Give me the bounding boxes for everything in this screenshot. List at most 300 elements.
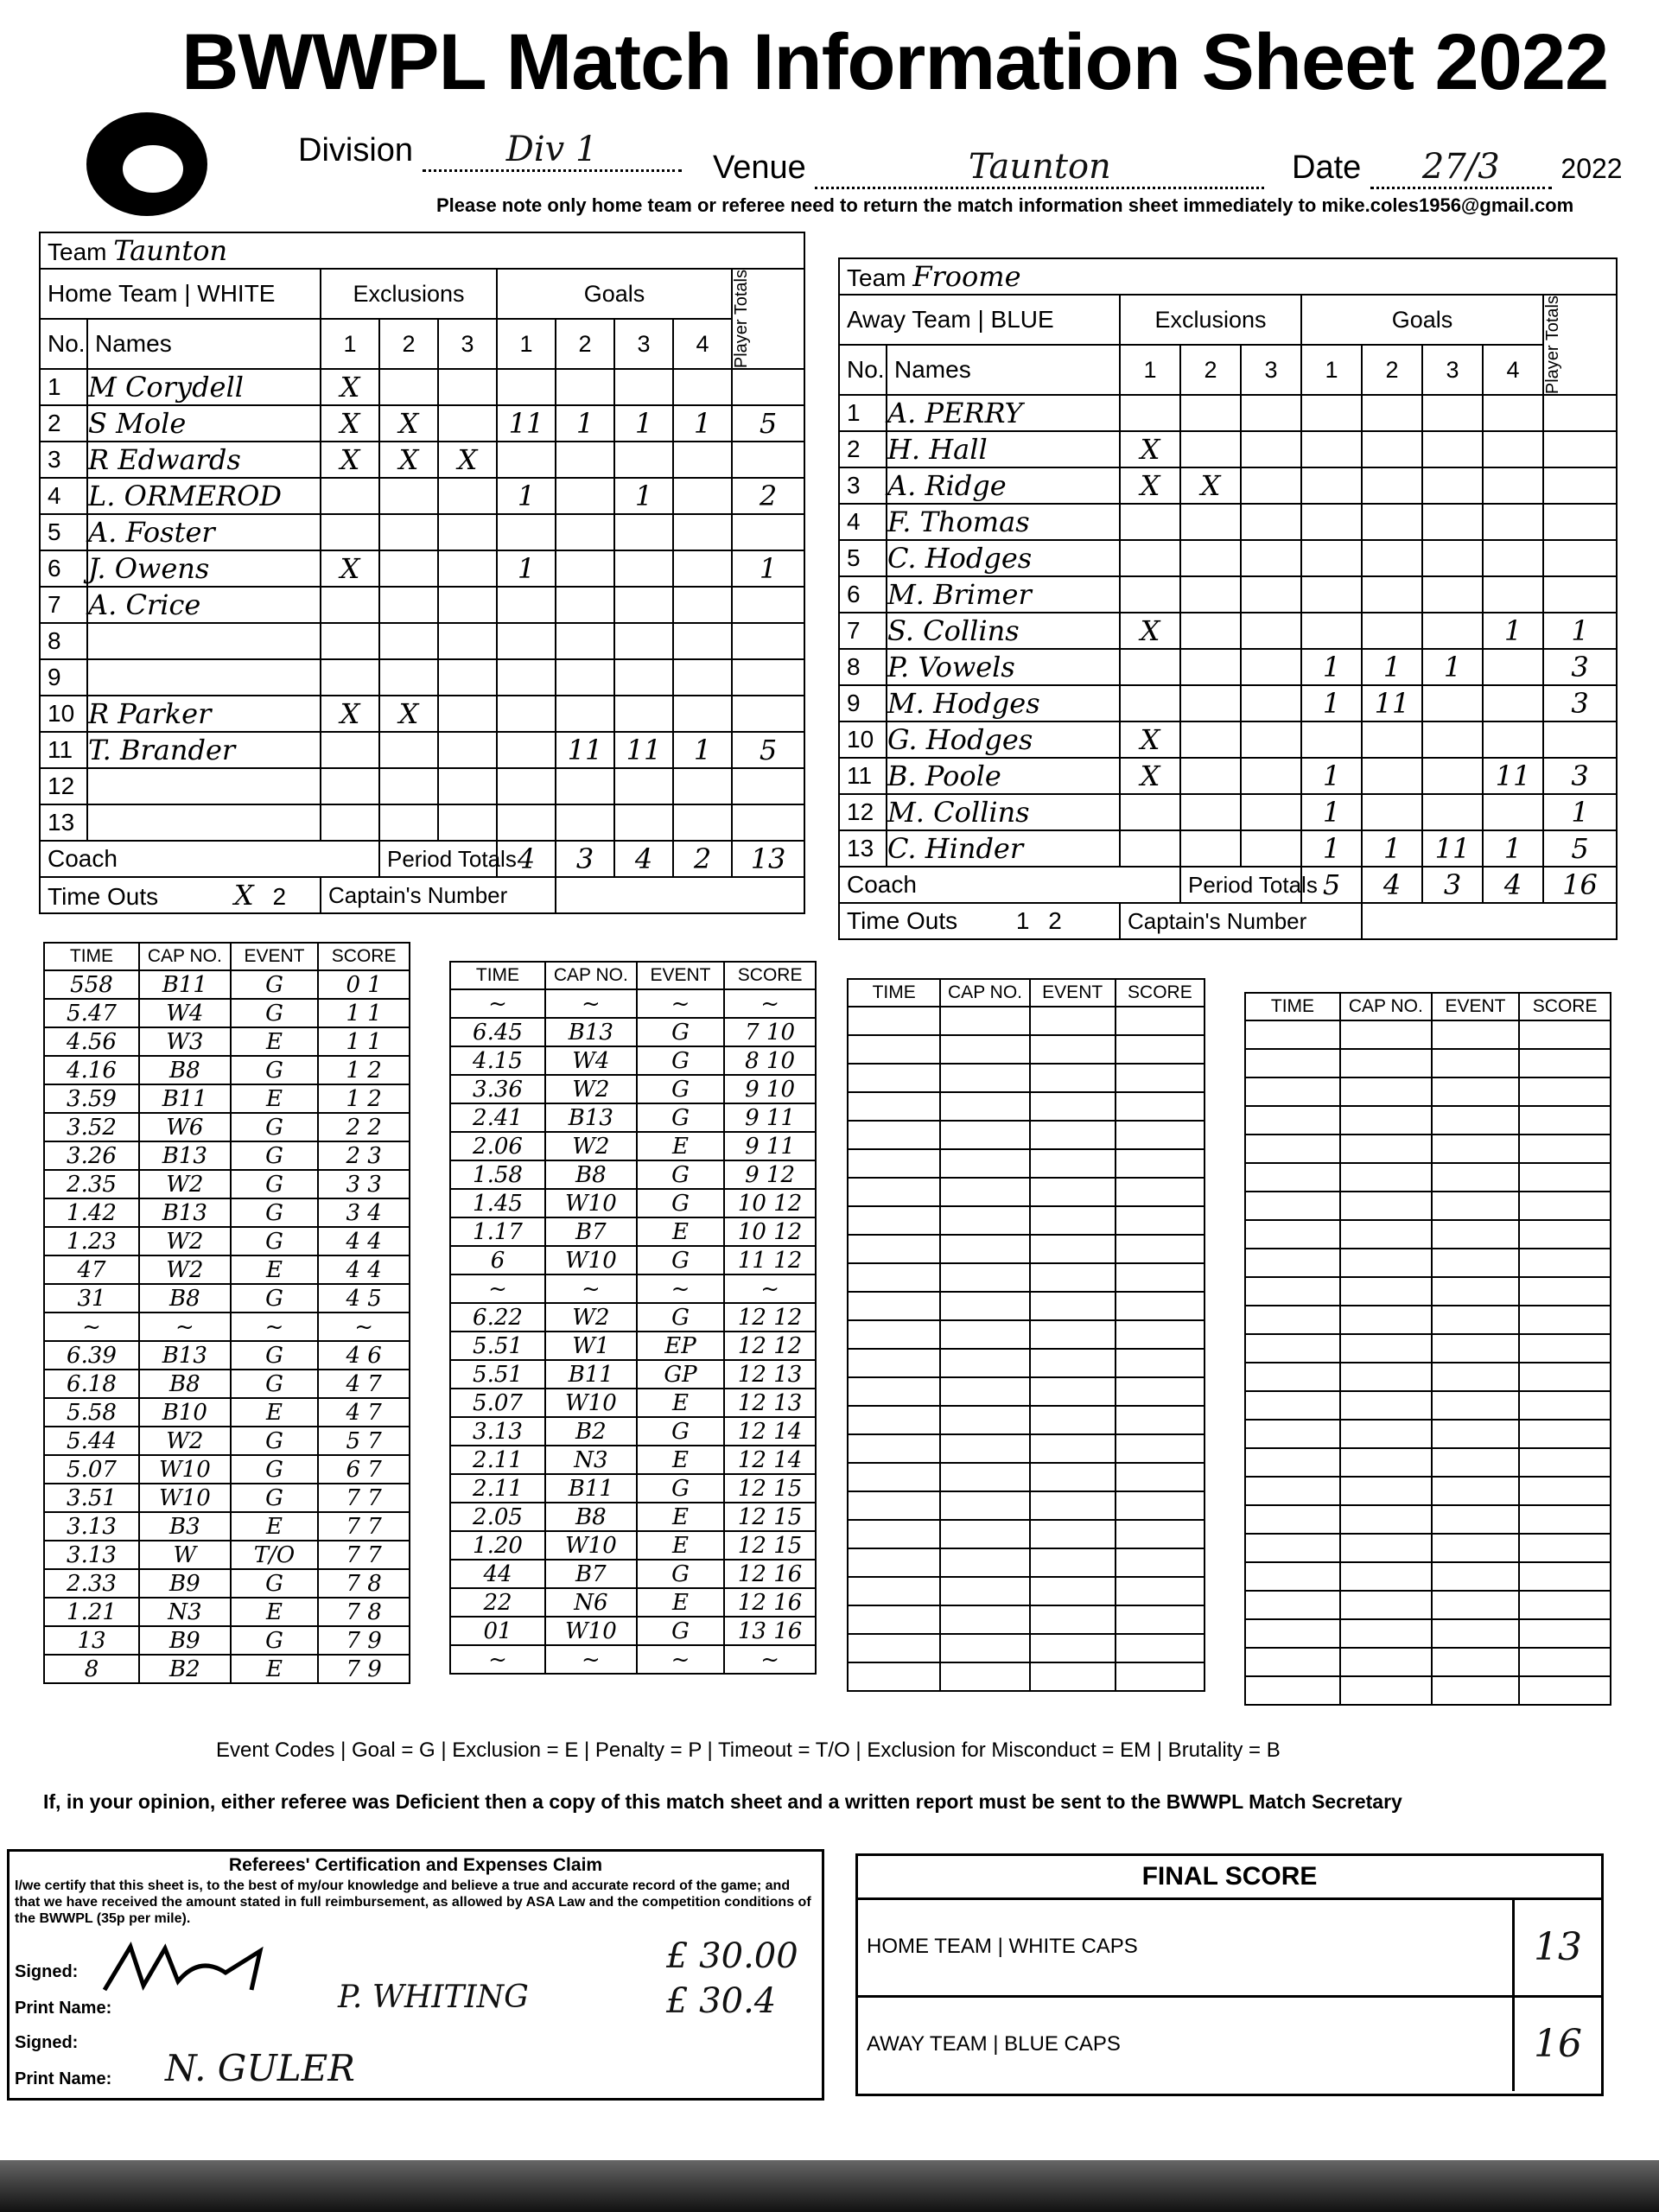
away-exclusion-cell[interactable]	[1180, 721, 1241, 758]
event-log-4-cell[interactable]	[1340, 1220, 1432, 1249]
home-goal-cell[interactable]	[673, 442, 732, 478]
event-log-1-cell[interactable]: B8	[139, 1284, 231, 1313]
event-log-2-cell[interactable]: 7 10	[724, 1018, 816, 1046]
away-exclusion-cell[interactable]	[1241, 685, 1301, 721]
event-log-2-cell[interactable]: ~	[450, 1274, 545, 1303]
event-log-3-cell[interactable]	[1030, 1577, 1116, 1605]
event-log-1-cell[interactable]: W2	[139, 1170, 231, 1198]
away-exclusion-cell[interactable]	[1120, 576, 1180, 613]
away-player-name[interactable]: F. Thomas	[887, 504, 1120, 540]
division-value[interactable]: Div 1	[423, 130, 682, 172]
away-exclusion-cell[interactable]	[1180, 830, 1241, 867]
event-log-2-cell[interactable]: W10	[545, 1389, 637, 1417]
event-log-1-cell[interactable]: 2 3	[318, 1141, 410, 1170]
home-exclusion-cell[interactable]	[379, 478, 438, 514]
home-goal-cell[interactable]	[614, 550, 673, 587]
event-log-4-cell[interactable]	[1340, 1477, 1432, 1505]
home-goal-cell[interactable]	[556, 623, 614, 659]
event-log-3-cell[interactable]	[940, 1007, 1029, 1035]
event-log-3-cell[interactable]	[1116, 1235, 1205, 1263]
event-log-4-cell[interactable]	[1245, 1420, 1340, 1448]
event-log-1-cell[interactable]: E	[231, 1027, 319, 1056]
home-goal-cell[interactable]	[497, 659, 556, 696]
away-exclusion-cell[interactable]	[1180, 540, 1241, 576]
home-goal-cell[interactable]	[497, 804, 556, 841]
home-goal-cell[interactable]	[673, 768, 732, 804]
event-log-1-cell[interactable]: ~	[139, 1313, 231, 1341]
home-goal-cell[interactable]	[614, 696, 673, 732]
event-log-1-cell[interactable]: 4.16	[44, 1056, 139, 1084]
event-log-1-cell[interactable]: G	[231, 1455, 319, 1484]
event-log-1-cell[interactable]: 5.07	[44, 1455, 139, 1484]
away-player-total[interactable]	[1543, 431, 1617, 467]
event-log-3-cell[interactable]	[1030, 1434, 1116, 1463]
home-exclusion-cell[interactable]: X	[321, 550, 379, 587]
print-name-2[interactable]: N. GULER	[165, 2047, 355, 2089]
event-log-2-cell[interactable]: ~	[724, 989, 816, 1018]
away-exclusion-cell[interactable]	[1241, 794, 1301, 830]
home-goal-cell[interactable]	[673, 514, 732, 550]
event-log-3-cell[interactable]	[848, 1007, 940, 1035]
away-player-name[interactable]: G. Hodges	[887, 721, 1120, 758]
away-exclusion-cell[interactable]	[1241, 758, 1301, 794]
away-goal-cell[interactable]	[1483, 431, 1543, 467]
event-log-4-cell[interactable]	[1519, 1448, 1611, 1477]
event-log-2-cell[interactable]: 2.11	[450, 1474, 545, 1503]
away-exclusion-cell[interactable]	[1180, 395, 1241, 431]
away-player-total[interactable]: 3	[1543, 685, 1617, 721]
away-goal-cell[interactable]	[1422, 504, 1483, 540]
home-goal-cell[interactable]	[673, 804, 732, 841]
event-log-2-cell[interactable]: 12 15	[724, 1503, 816, 1531]
away-goal-cell[interactable]	[1362, 758, 1422, 794]
away-exclusion-cell[interactable]	[1180, 504, 1241, 540]
away-goal-cell[interactable]	[1301, 721, 1362, 758]
event-log-3-cell[interactable]	[848, 1548, 940, 1577]
event-log-3-cell[interactable]	[848, 1235, 940, 1263]
event-log-2-cell[interactable]: W2	[545, 1303, 637, 1332]
away-goal-cell[interactable]: 1	[1301, 649, 1362, 685]
home-exclusion-cell[interactable]	[438, 696, 497, 732]
event-log-1-cell[interactable]: 8	[44, 1655, 139, 1683]
home-exclusion-cell[interactable]	[438, 659, 497, 696]
away-exclusion-cell[interactable]	[1180, 576, 1241, 613]
home-goal-cell[interactable]	[673, 478, 732, 514]
event-log-2-cell[interactable]: 13 16	[724, 1617, 816, 1645]
home-exclusion-cell[interactable]: X	[321, 369, 379, 405]
event-log-1-cell[interactable]: G	[231, 1056, 319, 1084]
home-player-name[interactable]: L. ORMEROD	[87, 478, 321, 514]
away-exclusion-cell[interactable]	[1241, 613, 1301, 649]
home-goal-cell[interactable]	[614, 623, 673, 659]
home-player-total[interactable]	[732, 804, 804, 841]
event-log-2-cell[interactable]: 1.45	[450, 1189, 545, 1217]
home-exclusion-cell[interactable]	[379, 623, 438, 659]
event-log-3-cell[interactable]	[940, 1206, 1029, 1235]
event-log-1-cell[interactable]: W10	[139, 1484, 231, 1512]
event-log-3-cell[interactable]	[848, 1349, 940, 1377]
event-log-1-cell[interactable]: E	[231, 1655, 319, 1683]
away-exclusion-cell[interactable]	[1180, 649, 1241, 685]
away-final-score[interactable]: 16	[1512, 1998, 1601, 2091]
home-goal-cell[interactable]	[556, 369, 614, 405]
event-log-3-cell[interactable]	[1030, 1662, 1116, 1691]
event-log-4-cell[interactable]	[1340, 1077, 1432, 1106]
event-log-3-cell[interactable]	[1116, 1121, 1205, 1149]
event-log-2-cell[interactable]: G	[637, 1075, 725, 1103]
home-exclusion-cell[interactable]	[438, 732, 497, 768]
event-log-3-cell[interactable]	[848, 1320, 940, 1349]
event-log-1-cell[interactable]: B13	[139, 1198, 231, 1227]
event-log-1-cell[interactable]: 3.13	[44, 1512, 139, 1541]
away-exclusion-cell[interactable]: X	[1120, 721, 1180, 758]
away-goal-cell[interactable]	[1422, 685, 1483, 721]
event-log-1-cell[interactable]: G	[231, 1484, 319, 1512]
event-log-4-cell[interactable]	[1432, 1591, 1520, 1619]
expense-amount-1[interactable]: £ 30.00	[666, 1936, 798, 1976]
event-log-4-cell[interactable]	[1340, 1277, 1432, 1306]
event-log-4-cell[interactable]	[1340, 1020, 1432, 1049]
away-goal-cell[interactable]	[1483, 504, 1543, 540]
event-log-1-cell[interactable]: 3.51	[44, 1484, 139, 1512]
away-goal-cell[interactable]	[1362, 794, 1422, 830]
event-log-3-cell[interactable]	[940, 1406, 1029, 1434]
event-log-2-cell[interactable]: W10	[545, 1246, 637, 1274]
home-goal-cell[interactable]	[614, 369, 673, 405]
event-log-1-cell[interactable]: 2 2	[318, 1113, 410, 1141]
event-log-1-cell[interactable]: B3	[139, 1512, 231, 1541]
event-log-3-cell[interactable]	[1030, 1605, 1116, 1634]
event-log-1-cell[interactable]: E	[231, 1255, 319, 1284]
home-goal-cell[interactable]	[556, 587, 614, 623]
event-log-1-cell[interactable]: W2	[139, 1227, 231, 1255]
event-log-3-cell[interactable]	[848, 1064, 940, 1092]
event-log-1-cell[interactable]: B9	[139, 1626, 231, 1655]
event-log-1-cell[interactable]: 7 8	[318, 1569, 410, 1598]
event-log-2-cell[interactable]: 5.51	[450, 1360, 545, 1389]
home-goal-cell[interactable]: 1	[614, 405, 673, 442]
event-log-3-cell[interactable]	[848, 1292, 940, 1320]
event-log-3-cell[interactable]	[1116, 1092, 1205, 1121]
away-player-total[interactable]	[1543, 504, 1617, 540]
away-player-total[interactable]: 3	[1543, 758, 1617, 794]
event-log-1-cell[interactable]: G	[231, 1227, 319, 1255]
event-log-1-cell[interactable]: 3.26	[44, 1141, 139, 1170]
away-player-name[interactable]: B. Poole	[887, 758, 1120, 794]
event-log-1-cell[interactable]: 13	[44, 1626, 139, 1655]
away-player-name[interactable]: C. Hinder	[887, 830, 1120, 867]
away-goal-cell[interactable]	[1301, 467, 1362, 504]
event-log-2-cell[interactable]: ~	[724, 1645, 816, 1674]
event-log-2-cell[interactable]: N3	[545, 1446, 637, 1474]
event-log-4-cell[interactable]	[1519, 1334, 1611, 1363]
away-goal-cell[interactable]	[1422, 431, 1483, 467]
event-log-2-cell[interactable]: W10	[545, 1531, 637, 1560]
event-log-2-cell[interactable]: B2	[545, 1417, 637, 1446]
event-log-4-cell[interactable]	[1245, 1277, 1340, 1306]
event-log-3-cell[interactable]	[940, 1548, 1029, 1577]
event-log-3-cell[interactable]	[1030, 1092, 1116, 1121]
event-log-3-cell[interactable]	[940, 1263, 1029, 1292]
event-log-2-cell[interactable]: G	[637, 1046, 725, 1075]
event-log-4-cell[interactable]	[1519, 1648, 1611, 1676]
event-log-2-cell[interactable]: B7	[545, 1217, 637, 1246]
event-log-1-cell[interactable]: 3 3	[318, 1170, 410, 1198]
away-goal-cell[interactable]	[1362, 613, 1422, 649]
event-log-2-cell[interactable]: 1.58	[450, 1160, 545, 1189]
away-exclusion-cell[interactable]	[1241, 721, 1301, 758]
away-goal-cell[interactable]: 1	[1362, 649, 1422, 685]
home-goal-cell[interactable]	[497, 514, 556, 550]
away-period-total-3[interactable]: 3	[1422, 867, 1483, 903]
event-log-4-cell[interactable]	[1340, 1306, 1432, 1334]
event-log-4-cell[interactable]	[1519, 1106, 1611, 1135]
event-log-2-cell[interactable]: 6	[450, 1246, 545, 1274]
event-log-4-cell[interactable]	[1519, 1534, 1611, 1562]
home-goal-cell[interactable]: 1	[497, 550, 556, 587]
event-log-1-cell[interactable]: W2	[139, 1255, 231, 1284]
home-goal-cell[interactable]	[497, 623, 556, 659]
event-log-1-cell[interactable]: G	[231, 1626, 319, 1655]
event-log-4-cell[interactable]	[1519, 1192, 1611, 1220]
home-goal-cell[interactable]	[497, 369, 556, 405]
home-player-total[interactable]	[732, 369, 804, 405]
away-period-total-1[interactable]: 5	[1301, 867, 1362, 903]
event-log-1-cell[interactable]: 4 4	[318, 1255, 410, 1284]
home-player-total[interactable]	[732, 659, 804, 696]
home-final-score[interactable]: 13	[1512, 1900, 1601, 1995]
event-log-2-cell[interactable]: B11	[545, 1474, 637, 1503]
away-goal-cell[interactable]: 11	[1422, 830, 1483, 867]
event-log-3-cell[interactable]	[1116, 1292, 1205, 1320]
event-log-4-cell[interactable]	[1519, 1249, 1611, 1277]
event-log-4-cell[interactable]	[1245, 1249, 1340, 1277]
event-log-1-cell[interactable]: 7 7	[318, 1541, 410, 1569]
event-log-3-cell[interactable]	[1030, 1634, 1116, 1662]
event-log-1-cell[interactable]: G	[231, 970, 319, 999]
home-exclusion-cell[interactable]	[379, 804, 438, 841]
away-goal-cell[interactable]	[1483, 576, 1543, 613]
event-log-4-cell[interactable]	[1432, 1077, 1520, 1106]
event-log-3-cell[interactable]	[1116, 1634, 1205, 1662]
home-exclusion-cell[interactable]	[379, 369, 438, 405]
home-player-name[interactable]	[87, 659, 321, 696]
event-log-3-cell[interactable]	[848, 1577, 940, 1605]
away-player-name[interactable]: H. Hall	[887, 431, 1120, 467]
event-log-1-cell[interactable]: 4 5	[318, 1284, 410, 1313]
event-log-1-cell[interactable]: 6 7	[318, 1455, 410, 1484]
event-log-1-cell[interactable]: 1 2	[318, 1084, 410, 1113]
event-log-4-cell[interactable]	[1519, 1363, 1611, 1391]
event-log-3-cell[interactable]	[848, 1149, 940, 1178]
event-log-3-cell[interactable]	[1116, 1206, 1205, 1235]
home-exclusion-cell[interactable]	[438, 514, 497, 550]
away-team-name[interactable]: Froome	[912, 260, 1021, 293]
home-goal-cell[interactable]	[497, 442, 556, 478]
home-exclusion-cell[interactable]	[321, 768, 379, 804]
event-log-2-cell[interactable]: E	[637, 1531, 725, 1560]
event-log-3-cell[interactable]	[940, 1662, 1029, 1691]
event-log-4-cell[interactable]	[1432, 1192, 1520, 1220]
home-exclusion-cell[interactable]: X	[321, 405, 379, 442]
home-goal-cell[interactable]	[614, 514, 673, 550]
event-log-2-cell[interactable]: G	[637, 1474, 725, 1503]
event-log-2-cell[interactable]: ~	[637, 1645, 725, 1674]
away-player-name[interactable]: A. Ridge	[887, 467, 1120, 504]
expense-amount-2[interactable]: £ 30.4	[666, 1981, 777, 2021]
event-log-1-cell[interactable]: 6.39	[44, 1341, 139, 1370]
event-log-1-cell[interactable]: 6.18	[44, 1370, 139, 1398]
event-log-2-cell[interactable]: GP	[637, 1360, 725, 1389]
event-log-3-cell[interactable]	[1116, 1149, 1205, 1178]
home-goal-cell[interactable]	[614, 768, 673, 804]
home-goal-cell[interactable]	[497, 587, 556, 623]
event-log-4-cell[interactable]	[1245, 1391, 1340, 1420]
home-exclusion-cell[interactable]	[379, 768, 438, 804]
home-player-total[interactable]: 5	[732, 405, 804, 442]
event-log-4-cell[interactable]	[1245, 1591, 1340, 1619]
event-log-4-cell[interactable]	[1245, 1020, 1340, 1049]
event-log-1-cell[interactable]: 1 1	[318, 999, 410, 1027]
home-period-total-3[interactable]: 4	[614, 841, 673, 877]
event-log-4-cell[interactable]	[1519, 1306, 1611, 1334]
event-log-3-cell[interactable]	[848, 1406, 940, 1434]
event-log-1-cell[interactable]: 7 8	[318, 1598, 410, 1626]
event-log-4-cell[interactable]	[1340, 1420, 1432, 1448]
event-log-2-cell[interactable]: ~	[545, 1645, 637, 1674]
event-log-1-cell[interactable]: B9	[139, 1569, 231, 1598]
home-goal-cell[interactable]: 11	[497, 405, 556, 442]
event-log-4-cell[interactable]	[1340, 1049, 1432, 1077]
event-log-1-cell[interactable]: ~	[44, 1313, 139, 1341]
event-log-3-cell[interactable]	[940, 1634, 1029, 1662]
home-exclusion-cell[interactable]: X	[379, 696, 438, 732]
away-exclusion-cell[interactable]	[1120, 685, 1180, 721]
event-log-2-cell[interactable]: 1.20	[450, 1531, 545, 1560]
away-exclusion-cell[interactable]	[1241, 467, 1301, 504]
event-log-2-cell[interactable]: 44	[450, 1560, 545, 1588]
event-log-4-cell[interactable]	[1340, 1334, 1432, 1363]
away-exclusion-cell[interactable]	[1120, 830, 1180, 867]
event-log-3-cell[interactable]	[940, 1434, 1029, 1463]
home-exclusion-cell[interactable]: X	[321, 442, 379, 478]
away-goal-cell[interactable]: 1	[1301, 830, 1362, 867]
event-log-1-cell[interactable]: E	[231, 1398, 319, 1427]
event-log-2-cell[interactable]: 6.22	[450, 1303, 545, 1332]
event-log-2-cell[interactable]: 12 13	[724, 1360, 816, 1389]
event-log-2-cell[interactable]: G	[637, 1560, 725, 1588]
event-log-4-cell[interactable]	[1340, 1192, 1432, 1220]
away-exclusion-cell[interactable]: X	[1180, 467, 1241, 504]
event-log-3-cell[interactable]	[1030, 1121, 1116, 1149]
away-player-name[interactable]: C. Hodges	[887, 540, 1120, 576]
event-log-4-cell[interactable]	[1245, 1192, 1340, 1220]
event-log-3-cell[interactable]	[1116, 1064, 1205, 1092]
event-log-4-cell[interactable]	[1245, 1135, 1340, 1163]
event-log-1-cell[interactable]: 0 1	[318, 970, 410, 999]
away-goal-cell[interactable]: 11	[1362, 685, 1422, 721]
event-log-3-cell[interactable]	[1116, 1263, 1205, 1292]
event-log-1-cell[interactable]: G	[231, 1170, 319, 1198]
event-log-4-cell[interactable]	[1245, 1049, 1340, 1077]
home-goal-cell[interactable]	[614, 587, 673, 623]
event-log-2-cell[interactable]: G	[637, 1617, 725, 1645]
event-log-1-cell[interactable]: G	[231, 999, 319, 1027]
event-log-1-cell[interactable]: G	[231, 1569, 319, 1598]
event-log-3-cell[interactable]	[848, 1092, 940, 1121]
event-log-1-cell[interactable]: 2.35	[44, 1170, 139, 1198]
away-goal-cell[interactable]	[1362, 721, 1422, 758]
event-log-4-cell[interactable]	[1432, 1106, 1520, 1135]
away-exclusion-cell[interactable]	[1241, 830, 1301, 867]
event-log-4-cell[interactable]	[1340, 1534, 1432, 1562]
event-log-3-cell[interactable]	[848, 1634, 940, 1662]
event-log-4-cell[interactable]	[1432, 1676, 1520, 1705]
event-log-4-cell[interactable]	[1519, 1562, 1611, 1591]
event-log-2-cell[interactable]: ~	[450, 1645, 545, 1674]
home-goal-cell[interactable]	[497, 732, 556, 768]
event-log-1-cell[interactable]: 3 4	[318, 1198, 410, 1227]
away-exclusion-cell[interactable]	[1120, 395, 1180, 431]
event-log-3-cell[interactable]	[1030, 1406, 1116, 1434]
event-log-1-cell[interactable]: G	[231, 1284, 319, 1313]
event-log-1-cell[interactable]: 7 9	[318, 1626, 410, 1655]
event-log-3-cell[interactable]	[1116, 1007, 1205, 1035]
away-player-name[interactable]: S. Collins	[887, 613, 1120, 649]
event-log-4-cell[interactable]	[1245, 1534, 1340, 1562]
event-log-1-cell[interactable]: B11	[139, 1084, 231, 1113]
away-exclusion-cell[interactable]	[1180, 613, 1241, 649]
event-log-1-cell[interactable]: 558	[44, 970, 139, 999]
away-goal-cell[interactable]	[1483, 540, 1543, 576]
event-log-2-cell[interactable]: W10	[545, 1617, 637, 1645]
event-log-3-cell[interactable]	[940, 1092, 1029, 1121]
event-log-2-cell[interactable]: 5.51	[450, 1332, 545, 1360]
home-timeout-mark-2[interactable]: 2	[272, 883, 287, 911]
home-player-name[interactable]: J. Owens	[87, 550, 321, 587]
event-log-1-cell[interactable]: ~	[318, 1313, 410, 1341]
event-log-1-cell[interactable]: W2	[139, 1427, 231, 1455]
away-player-name[interactable]: M. Brimer	[887, 576, 1120, 613]
event-log-4-cell[interactable]	[1519, 1277, 1611, 1306]
event-log-2-cell[interactable]: E	[637, 1503, 725, 1531]
event-log-3-cell[interactable]	[848, 1605, 940, 1634]
event-log-1-cell[interactable]: B8	[139, 1056, 231, 1084]
event-log-3-cell[interactable]	[1030, 1206, 1116, 1235]
away-period-total-4[interactable]: 4	[1483, 867, 1543, 903]
event-log-4-cell[interactable]	[1340, 1619, 1432, 1648]
away-goal-cell[interactable]	[1362, 467, 1422, 504]
away-goal-cell[interactable]	[1483, 467, 1543, 504]
event-log-2-cell[interactable]: G	[637, 1160, 725, 1189]
event-log-3-cell[interactable]	[848, 1206, 940, 1235]
event-log-3-cell[interactable]	[1030, 1548, 1116, 1577]
home-goal-cell[interactable]	[673, 369, 732, 405]
event-log-2-cell[interactable]: N6	[545, 1588, 637, 1617]
home-goal-cell[interactable]	[614, 659, 673, 696]
home-exclusion-cell[interactable]	[438, 587, 497, 623]
event-log-2-cell[interactable]: 9 11	[724, 1103, 816, 1132]
event-log-4-cell[interactable]	[1432, 1477, 1520, 1505]
home-goal-cell[interactable]	[673, 623, 732, 659]
away-exclusion-cell[interactable]: X	[1120, 613, 1180, 649]
event-log-4-cell[interactable]	[1432, 1334, 1520, 1363]
event-log-4-cell[interactable]	[1432, 1619, 1520, 1648]
event-log-4-cell[interactable]	[1340, 1648, 1432, 1676]
event-log-2-cell[interactable]: G	[637, 1189, 725, 1217]
event-log-1-cell[interactable]: 4 6	[318, 1341, 410, 1370]
away-player-total[interactable]: 1	[1543, 613, 1617, 649]
